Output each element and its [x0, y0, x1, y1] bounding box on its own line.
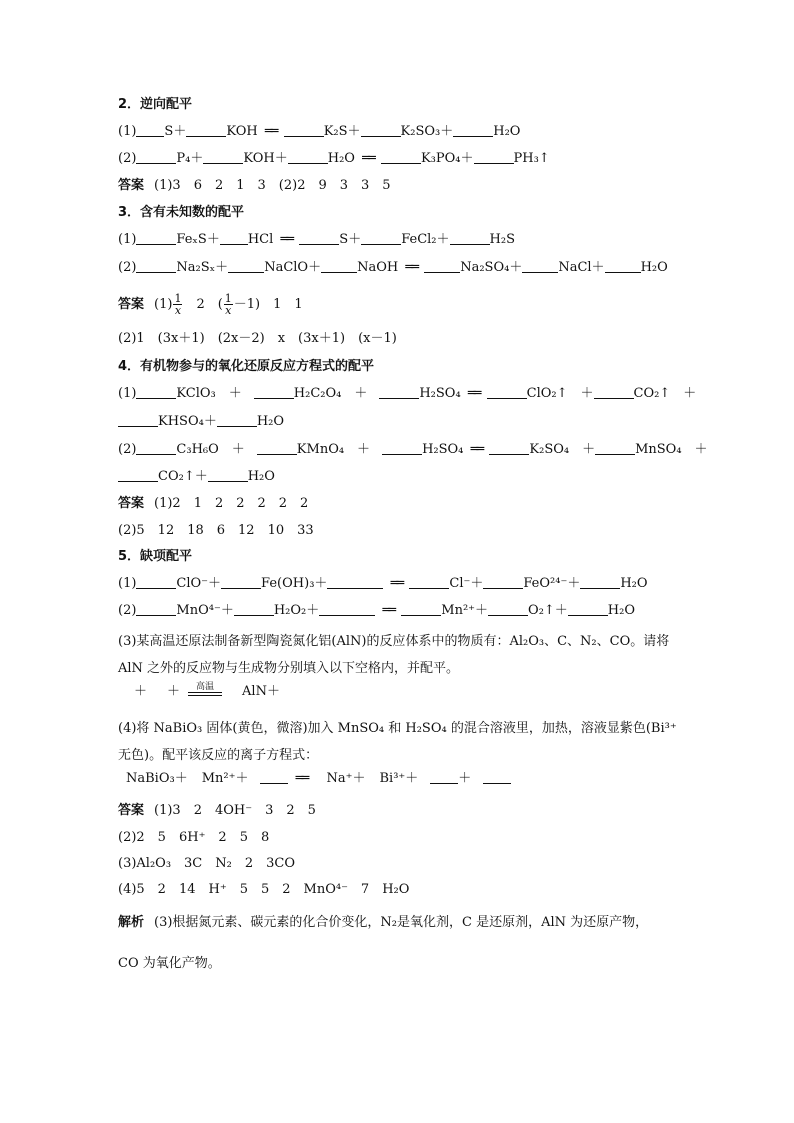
blank	[450, 232, 490, 245]
equals-sign: ══	[295, 771, 308, 786]
term: MnO⁴⁻＋	[176, 603, 234, 618]
section-4-heading: 4．有机物参与的氧化还原反应方程式的配平	[118, 359, 375, 374]
term: H₂O	[640, 260, 668, 275]
answer-5-4: (4)5 2 14 H⁺ 5 5 2 MnO⁴⁻ 7 H₂O	[118, 882, 410, 897]
equation-4-2a	[118, 441, 708, 459]
answer-label: 答案	[118, 297, 145, 312]
section-2-heading: 2．逆向配平	[118, 97, 193, 112]
blank	[594, 386, 634, 399]
answer-3-2: (2)1 (3x＋1) (2x－2) x (3x＋1) (x－1)	[118, 331, 397, 346]
equation-5-4	[126, 770, 684, 788]
equation-5-1	[118, 575, 684, 593]
term: KClO₃ ＋	[176, 386, 242, 401]
term: Mn²⁺＋	[201, 771, 249, 786]
blank	[580, 576, 620, 589]
equals-sign: ══	[390, 576, 403, 591]
term: Cl⁻＋	[449, 576, 484, 591]
term: H₂O	[327, 151, 355, 166]
answer-label: 答案	[118, 803, 145, 818]
blank	[118, 469, 158, 482]
term: H₂SO₄	[419, 386, 461, 401]
blank	[260, 771, 288, 784]
section-5-heading: 5．缺项配平	[118, 549, 193, 564]
blank	[208, 469, 248, 482]
term: S＋	[164, 124, 187, 139]
answer-5	[118, 802, 684, 820]
equation-4-1a	[118, 385, 697, 403]
blank	[319, 603, 375, 616]
blank	[327, 576, 383, 589]
term: ＋	[167, 684, 181, 699]
term: NaCl＋	[558, 260, 605, 275]
equation-number: (2)	[118, 442, 137, 457]
blank	[487, 386, 527, 399]
equation-number: (2)	[118, 151, 137, 166]
term: O₂↑＋	[528, 603, 568, 618]
fraction: $\frac{1}{x}$	[224, 292, 232, 317]
equals-sign: ══	[264, 124, 277, 139]
equation-number: (1)	[118, 386, 137, 401]
equals-sign: ══	[405, 260, 418, 275]
blank	[288, 151, 328, 164]
blank	[186, 124, 226, 137]
blank	[284, 124, 324, 137]
answer-text: (1)	[154, 297, 173, 312]
blank	[136, 576, 176, 589]
blank	[136, 603, 176, 616]
term: H₂C₂O₄ ＋	[293, 386, 368, 401]
blank	[118, 414, 158, 427]
term: H₂O	[607, 603, 636, 618]
equation-number: (1)	[118, 576, 137, 591]
answer-4-2: (2)5 12 18 6 12 10 33	[118, 523, 314, 538]
answer-2	[118, 177, 684, 195]
term: ClO⁻＋	[176, 576, 222, 591]
term: P₄＋	[176, 151, 204, 166]
term: NaOH	[357, 260, 399, 275]
blank	[220, 232, 248, 245]
term: H₂O	[620, 576, 648, 591]
term: K₃PO₄＋	[420, 151, 474, 166]
term: CO₂↑ ＋	[633, 386, 697, 401]
answer-5-3: (3)Al₂O₃ 3C N₂ 2 3CO	[118, 856, 295, 871]
blank	[217, 414, 257, 427]
term: KHSO₄＋	[158, 414, 217, 429]
equation-3-1	[118, 231, 684, 249]
equation-5-3	[134, 682, 684, 701]
blank	[483, 771, 511, 784]
blank	[379, 386, 419, 399]
term: KMnO₄ ＋	[296, 442, 371, 457]
equals-sign: ══	[362, 151, 374, 166]
term: FeₓS＋	[176, 232, 220, 247]
equals-sign: ══	[467, 386, 480, 401]
blank	[136, 386, 176, 399]
blank	[488, 603, 528, 616]
section-3-heading: 3．含有未知数的配平	[118, 205, 245, 220]
term: K₂SO₃＋	[400, 124, 454, 139]
equation-3-2	[118, 259, 684, 277]
question-5-3: (3)某高温还原法制备新型陶瓷氮化铝(AlN)的反应体系中的物质有：Al₂O₃、C、N₂、CO。请将 AlN 之外的反应物与生成物分别填入以下空格内，并配平。	[118, 634, 670, 676]
term: C₃H₆O ＋	[176, 442, 245, 457]
blank	[382, 442, 422, 455]
term: NaBiO₃＋	[126, 771, 188, 786]
term: KOH	[226, 124, 258, 139]
blank	[321, 260, 357, 273]
term: NaClO＋	[264, 260, 322, 275]
term: ＋	[134, 684, 148, 699]
answer-label: 答案	[118, 496, 145, 511]
blank	[568, 603, 608, 616]
equals-sign: ══	[382, 603, 395, 618]
blank	[299, 232, 339, 245]
term: MnSO₄ ＋	[635, 442, 708, 457]
term: Mn²⁺＋	[441, 603, 489, 618]
equation-number: (1)	[118, 124, 137, 139]
blank	[234, 603, 274, 616]
term: H₂O	[256, 414, 285, 429]
term: H₂O	[493, 124, 521, 139]
equation-4-1b	[118, 413, 684, 431]
answer-text: (1)3 6 2 1 3 (2)2 9 3 3 5	[154, 178, 391, 193]
blank	[228, 260, 264, 273]
blank	[489, 442, 529, 455]
equation-5-2	[118, 602, 684, 620]
analysis	[118, 914, 684, 932]
equation-number: (2)	[118, 603, 137, 618]
blank	[203, 151, 243, 164]
equation-number: (1)	[118, 232, 137, 247]
blank	[136, 124, 164, 137]
blank	[424, 260, 460, 273]
blank	[401, 603, 441, 616]
equation-2-1	[118, 123, 684, 141]
condition-high-temperature: 高温	[188, 682, 222, 701]
answer-text: 2 (	[183, 297, 223, 312]
equation-2-2	[118, 150, 684, 168]
answer-5-2: (2)2 5 6H⁺ 2 5 8	[118, 830, 270, 845]
blank	[522, 260, 558, 273]
term: ＋	[458, 771, 472, 786]
equation-4-2b	[118, 468, 684, 486]
answer-text: (1)2 1 2 2 2 2 2	[154, 496, 309, 511]
term: H₂O₂＋	[273, 603, 320, 618]
blank	[409, 576, 449, 589]
answer-4	[118, 495, 684, 513]
blank	[453, 124, 493, 137]
term: K₂S＋	[323, 124, 361, 139]
blank	[136, 260, 176, 273]
blank	[361, 232, 401, 245]
term: FeO²⁴⁻＋	[523, 576, 581, 591]
term: Bi³⁺＋	[379, 771, 419, 786]
term: PH₃↑	[513, 151, 550, 166]
fraction: $\frac{1}{x}$	[174, 292, 182, 317]
blank	[136, 151, 176, 164]
blank	[430, 771, 458, 784]
blank	[136, 232, 176, 245]
analysis-label: 解析	[118, 915, 145, 930]
answer-text: －1) 1 1	[233, 297, 303, 312]
equals-sign: ══	[470, 442, 483, 457]
term: Fe(OH)₃＋	[261, 576, 328, 591]
equation-number: (2)	[118, 260, 137, 275]
blank	[474, 151, 514, 164]
answer-3	[118, 292, 684, 318]
term: ClO₂↑ ＋	[526, 386, 594, 401]
term: S＋	[339, 232, 362, 247]
term: HCl	[247, 232, 274, 247]
analysis-text: (3)根据氮元素、碳元素的化合价变化，N₂是氧化剂，C 是还原剂，AlN 为还原产物，	[154, 915, 649, 930]
term: Na⁺＋	[326, 771, 366, 786]
blank	[257, 442, 297, 455]
equals-sign: ══	[280, 232, 293, 247]
term: K₂SO₄ ＋	[529, 442, 596, 457]
term: CO₂↑＋	[158, 469, 208, 484]
term: AlN＋	[242, 684, 280, 699]
term: H₂S	[489, 232, 515, 247]
blank	[381, 151, 421, 164]
blank	[254, 386, 294, 399]
blank	[595, 442, 635, 455]
term: H₂O	[247, 469, 275, 484]
term: Na₂Sₓ＋	[176, 260, 229, 275]
question-5-4: (4)将 NaBiO₃ 固体(黄色，微溶)加入 MnSO₄ 和 H₂SO₄ 的混合溶液里，加热，溶液显紫色(Bi³⁺无色)。配平该反应的离子方程式：	[118, 721, 677, 763]
term: FeCl₂＋	[401, 232, 450, 247]
blank	[483, 576, 523, 589]
term: Na₂SO₄＋	[460, 260, 523, 275]
blank	[221, 576, 261, 589]
blank	[136, 442, 176, 455]
term: H₂SO₄	[422, 442, 464, 457]
analysis-continued: CO 为氧化产物。	[118, 956, 221, 971]
blank	[361, 124, 401, 137]
answer-label: 答案	[118, 178, 145, 193]
blank	[605, 260, 641, 273]
term: KOH＋	[243, 151, 288, 166]
answer-text: (1)3 2 4OH⁻ 3 2 5	[154, 803, 316, 818]
